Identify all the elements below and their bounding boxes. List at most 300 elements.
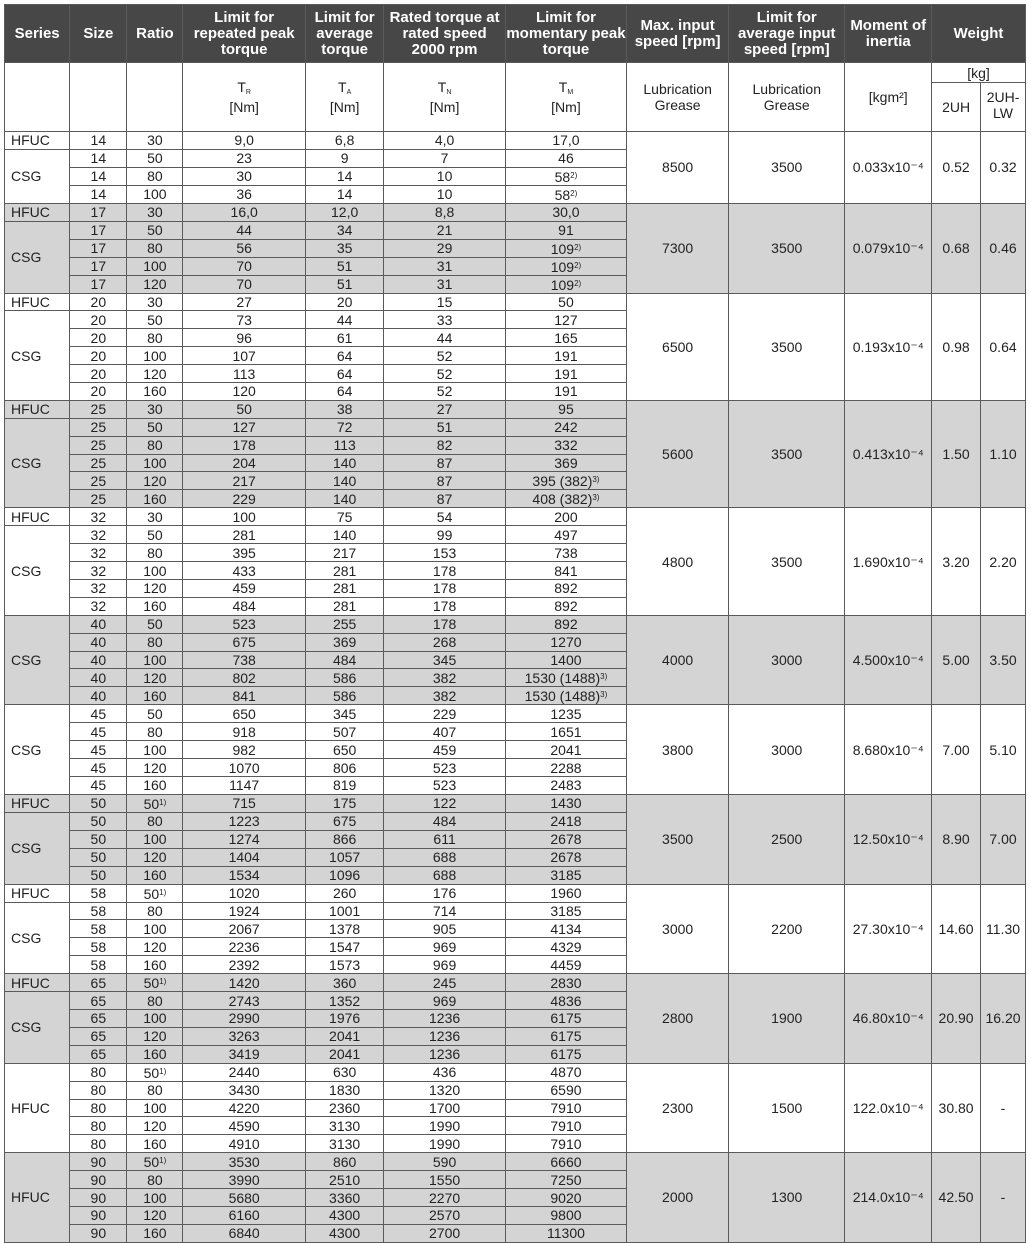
cell-rated-torque: 87 bbox=[384, 490, 505, 508]
cell-rated-torque: 268 bbox=[384, 633, 505, 651]
unit-nm: [Nm] bbox=[429, 98, 460, 115]
units-weight bbox=[932, 63, 1026, 132]
cell-max-input-speed: 3800 bbox=[627, 705, 729, 794]
ratio-value: 120 bbox=[143, 276, 167, 293]
ratio-value: 100 bbox=[143, 347, 167, 364]
cell-repeated-peak-torque: 2440 bbox=[183, 1063, 305, 1081]
ratio-value: 100 bbox=[143, 1010, 167, 1027]
momentary-value: 4459 bbox=[550, 956, 582, 973]
cell-ratio bbox=[127, 293, 183, 311]
units-ta bbox=[305, 63, 384, 132]
cell-momentary-peak-torque bbox=[505, 490, 626, 508]
momentary-value: 2288 bbox=[550, 759, 582, 776]
cell-size: 45 bbox=[70, 777, 127, 795]
ratio-value: 160 bbox=[143, 867, 167, 884]
cell-size: 20 bbox=[70, 293, 127, 311]
cell-rated-torque: 688 bbox=[384, 848, 505, 866]
cell-weight-2uh: 0.98 bbox=[932, 293, 981, 400]
cell-repeated-peak-torque: 3530 bbox=[183, 1153, 305, 1171]
cell-repeated-peak-torque: 27 bbox=[183, 293, 305, 311]
cell-average-torque: 281 bbox=[305, 597, 384, 615]
cell-size: 40 bbox=[70, 615, 127, 633]
cell-rated-torque: 969 bbox=[384, 956, 505, 974]
momentary-value: 91 bbox=[558, 222, 574, 239]
cell-repeated-peak-torque: 523 bbox=[183, 615, 305, 633]
cell-repeated-peak-torque: 2236 bbox=[183, 938, 305, 956]
table-row bbox=[5, 1153, 1026, 1171]
momentary-value: 17,0 bbox=[552, 132, 580, 149]
cell-size: 58 bbox=[70, 884, 127, 902]
cell-repeated-peak-torque: 1274 bbox=[183, 830, 305, 848]
cell-weight-2uh: 1.50 bbox=[932, 400, 981, 508]
cell-size: 17 bbox=[70, 275, 127, 293]
cell-ratio bbox=[127, 580, 183, 598]
momentary-value: 332 bbox=[554, 437, 578, 454]
header-series: Series bbox=[5, 5, 70, 63]
cell-ratio bbox=[127, 400, 183, 418]
cell-average-input-speed: 3500 bbox=[729, 400, 845, 508]
cell-size: 65 bbox=[70, 992, 127, 1010]
cell-repeated-peak-torque: 3419 bbox=[183, 1045, 305, 1063]
unit-nm: [Nm] bbox=[329, 98, 360, 115]
cell-repeated-peak-torque: 6840 bbox=[183, 1224, 305, 1242]
cell-ratio bbox=[127, 1045, 183, 1063]
cell-rated-torque: 1236 bbox=[384, 1027, 505, 1045]
momentary-value: 7910 bbox=[550, 1099, 582, 1116]
cell-ratio bbox=[127, 544, 183, 562]
cell-momentary-peak-torque bbox=[505, 848, 626, 866]
cell-series: CSG bbox=[5, 705, 70, 794]
cell-repeated-peak-torque: 2392 bbox=[183, 956, 305, 974]
momentary-value: 6175 bbox=[550, 1010, 582, 1027]
cell-rated-torque: 178 bbox=[384, 597, 505, 615]
momentary-value: 3185 bbox=[550, 867, 582, 884]
cell-ratio bbox=[127, 956, 183, 974]
cell-momentary-peak-torque bbox=[505, 920, 626, 938]
cell-momentary-peak-torque bbox=[505, 741, 626, 759]
cell-average-torque: 140 bbox=[305, 490, 384, 508]
cell-moment-of-inertia: 0.413x10⁻⁴ bbox=[845, 400, 932, 508]
table-row bbox=[5, 705, 1026, 723]
cell-max-input-speed: 6500 bbox=[627, 293, 729, 400]
cell-rated-torque: 407 bbox=[384, 723, 505, 741]
cell-rated-torque: 1990 bbox=[384, 1117, 505, 1135]
cell-average-torque: 2360 bbox=[305, 1099, 384, 1117]
ratio-value: 30 bbox=[147, 508, 163, 525]
cell-rated-torque: 87 bbox=[384, 454, 505, 472]
cell-repeated-peak-torque: 1534 bbox=[183, 866, 305, 884]
cell-size: 50 bbox=[70, 794, 127, 812]
cell-size: 32 bbox=[70, 562, 127, 580]
cell-average-input-speed: 3500 bbox=[729, 132, 845, 204]
momentary-value: 395 (382) bbox=[532, 473, 593, 490]
ratio-value: 120 bbox=[143, 1117, 167, 1134]
cell-rated-torque: 523 bbox=[384, 759, 505, 777]
cell-repeated-peak-torque: 44 bbox=[183, 221, 305, 239]
cell-rated-torque: 382 bbox=[384, 687, 505, 705]
ratio-value: 100 bbox=[143, 741, 167, 758]
cell-rated-torque: 52 bbox=[384, 365, 505, 383]
momentary-value: 242 bbox=[554, 419, 578, 436]
cell-size: 20 bbox=[70, 383, 127, 401]
cell-moment-of-inertia: 214.0x10⁻⁴ bbox=[845, 1153, 932, 1243]
cell-repeated-peak-torque: 281 bbox=[183, 526, 305, 544]
footnote-marker: 1) bbox=[159, 797, 167, 807]
cell-ratio bbox=[127, 347, 183, 365]
cell-weight-2uh-lw: 0.64 bbox=[981, 293, 1026, 400]
cell-ratio bbox=[127, 275, 183, 293]
cell-momentary-peak-torque bbox=[505, 526, 626, 544]
cell-moment-of-inertia: 12.50x10⁻⁴ bbox=[845, 794, 932, 884]
momentary-value: 892 bbox=[554, 598, 578, 615]
cell-average-torque: 586 bbox=[305, 669, 384, 687]
ratio-value: 80 bbox=[147, 1171, 163, 1188]
header-average-input-speed: Limit for average input speed [rpm] bbox=[729, 5, 845, 63]
cell-rated-torque: 27 bbox=[384, 400, 505, 418]
cell-average-torque: 1057 bbox=[305, 848, 384, 866]
cell-repeated-peak-torque: 16,0 bbox=[183, 203, 305, 221]
cell-repeated-peak-torque: 841 bbox=[183, 687, 305, 705]
cell-max-input-speed: 2800 bbox=[627, 974, 729, 1064]
cell-momentary-peak-torque bbox=[505, 974, 626, 992]
cell-ratio bbox=[127, 920, 183, 938]
cell-ratio bbox=[127, 830, 183, 848]
cell-repeated-peak-torque: 650 bbox=[183, 705, 305, 723]
cell-repeated-peak-torque: 982 bbox=[183, 741, 305, 759]
cell-max-input-speed: 4000 bbox=[627, 615, 729, 705]
cell-rated-torque: 459 bbox=[384, 741, 505, 759]
momentary-value: 1270 bbox=[550, 634, 582, 651]
units-inertia: [kgm²] bbox=[845, 63, 932, 132]
cell-rated-torque: 523 bbox=[384, 777, 505, 795]
cell-rated-torque: 484 bbox=[384, 812, 505, 830]
cell-average-input-speed: 3000 bbox=[729, 615, 845, 705]
cell-ratio bbox=[127, 992, 183, 1010]
ratio-value: 80 bbox=[147, 437, 163, 454]
cell-ratio bbox=[127, 418, 183, 436]
cell-rated-torque: 10 bbox=[384, 185, 505, 203]
cell-average-input-speed: 2500 bbox=[729, 794, 845, 884]
cell-momentary-peak-torque bbox=[505, 221, 626, 239]
cell-repeated-peak-torque: 715 bbox=[183, 794, 305, 812]
cell-ratio bbox=[127, 1117, 183, 1135]
cell-ratio bbox=[127, 1171, 183, 1189]
ratio-value: 50 bbox=[147, 526, 163, 543]
momentary-value: 1530 (1488) bbox=[524, 670, 601, 687]
cell-weight-2uh-lw: - bbox=[981, 1153, 1026, 1243]
cell-max-input-speed: 4800 bbox=[627, 508, 729, 615]
momentary-value: 165 bbox=[554, 329, 578, 346]
header-max-input-speed: Max. input speed [rpm] bbox=[627, 5, 729, 63]
cell-average-torque: 1352 bbox=[305, 992, 384, 1010]
cell-momentary-peak-torque bbox=[505, 1135, 626, 1153]
cell-repeated-peak-torque: 113 bbox=[183, 365, 305, 383]
cell-average-torque: 20 bbox=[305, 293, 384, 311]
cell-average-torque: 140 bbox=[305, 526, 384, 544]
cell-series: HFUC bbox=[5, 132, 70, 150]
momentary-value: 2830 bbox=[550, 974, 582, 991]
cell-repeated-peak-torque: 23 bbox=[183, 149, 305, 167]
cell-repeated-peak-torque: 918 bbox=[183, 723, 305, 741]
cell-size: 32 bbox=[70, 508, 127, 526]
cell-rated-torque: 44 bbox=[384, 329, 505, 347]
cell-series: HFUC bbox=[5, 508, 70, 526]
header-moment-of-inertia: Moment of inertia bbox=[845, 5, 932, 63]
cell-repeated-peak-torque: 4220 bbox=[183, 1099, 305, 1117]
cell-size: 65 bbox=[70, 974, 127, 992]
units-tr bbox=[183, 63, 305, 132]
momentary-value: 408 (382) bbox=[532, 491, 593, 508]
cell-ratio bbox=[127, 687, 183, 705]
cell-rated-torque: 969 bbox=[384, 938, 505, 956]
cell-ratio bbox=[127, 239, 183, 257]
cell-size: 90 bbox=[70, 1224, 127, 1242]
cell-moment-of-inertia: 122.0x10⁻⁴ bbox=[845, 1063, 932, 1153]
cell-average-torque: 3360 bbox=[305, 1189, 384, 1207]
cell-weight-2uh: 0.52 bbox=[932, 132, 981, 204]
cell-average-torque: 369 bbox=[305, 633, 384, 651]
ratio-value: 80 bbox=[147, 902, 163, 919]
cell-momentary-peak-torque bbox=[505, 1027, 626, 1045]
cell-average-torque: 630 bbox=[305, 1063, 384, 1081]
cell-rated-torque: 31 bbox=[384, 275, 505, 293]
cell-repeated-peak-torque: 70 bbox=[183, 275, 305, 293]
cell-rated-torque: 52 bbox=[384, 347, 505, 365]
cell-average-torque: 75 bbox=[305, 508, 384, 526]
cell-average-input-speed: 3500 bbox=[729, 293, 845, 400]
momentary-value: 1430 bbox=[550, 795, 582, 812]
momentary-value: 9800 bbox=[550, 1207, 582, 1224]
cell-average-torque: 2041 bbox=[305, 1027, 384, 1045]
cell-ratio bbox=[127, 938, 183, 956]
cell-size: 50 bbox=[70, 830, 127, 848]
header-average-torque: Limit for average torque bbox=[305, 5, 384, 63]
cell-ratio bbox=[127, 185, 183, 203]
ratio-value: 160 bbox=[143, 1046, 167, 1063]
momentary-value: 109 bbox=[550, 276, 575, 293]
momentary-value: 191 bbox=[554, 383, 578, 400]
cell-ratio bbox=[127, 526, 183, 544]
ratio-value: 80 bbox=[147, 813, 163, 830]
cell-momentary-peak-torque bbox=[505, 293, 626, 311]
momentary-value: 191 bbox=[554, 347, 578, 364]
momentary-value: 1651 bbox=[550, 723, 582, 740]
cell-ratio bbox=[127, 311, 183, 329]
momentary-value: 4134 bbox=[550, 920, 582, 937]
ratio-value: 80 bbox=[147, 1082, 163, 1099]
cell-rated-torque: 688 bbox=[384, 866, 505, 884]
cell-rated-torque: 122 bbox=[384, 794, 505, 812]
cell-momentary-peak-torque bbox=[505, 1224, 626, 1242]
cell-repeated-peak-torque: 6160 bbox=[183, 1206, 305, 1224]
units-avg-speed-lubrication bbox=[729, 63, 845, 132]
cell-size: 40 bbox=[70, 651, 127, 669]
cell-average-torque: 650 bbox=[305, 741, 384, 759]
cell-momentary-peak-torque bbox=[505, 418, 626, 436]
cell-average-torque: 1547 bbox=[305, 938, 384, 956]
cell-rated-torque: 54 bbox=[384, 508, 505, 526]
cell-average-torque: 64 bbox=[305, 347, 384, 365]
cell-average-torque: 1001 bbox=[305, 902, 384, 920]
ratio-value: 100 bbox=[143, 1189, 167, 1206]
cell-size: 40 bbox=[70, 687, 127, 705]
cell-repeated-peak-torque: 1420 bbox=[183, 974, 305, 992]
weight-unit-kg: [kg] bbox=[932, 64, 1025, 83]
cell-momentary-peak-torque bbox=[505, 1153, 626, 1171]
cell-repeated-peak-torque: 1020 bbox=[183, 884, 305, 902]
cell-average-torque: 6,8 bbox=[305, 132, 384, 150]
footnote-marker: 2) bbox=[570, 188, 578, 198]
momentary-value: 200 bbox=[554, 508, 578, 525]
symbol-subscript: R bbox=[245, 88, 251, 96]
cell-size: 50 bbox=[70, 866, 127, 884]
cell-average-torque: 2510 bbox=[305, 1171, 384, 1189]
footnote-marker: 1) bbox=[159, 1066, 167, 1076]
momentary-value: 497 bbox=[554, 526, 578, 543]
momentary-value: 369 bbox=[554, 455, 578, 472]
ratio-value: 50 bbox=[143, 885, 160, 902]
cell-average-torque: 64 bbox=[305, 365, 384, 383]
cell-repeated-peak-torque: 5680 bbox=[183, 1189, 305, 1207]
ratio-value: 30 bbox=[147, 401, 163, 418]
cell-size: 40 bbox=[70, 633, 127, 651]
cell-ratio bbox=[127, 974, 183, 992]
momentary-value: 2041 bbox=[550, 741, 582, 758]
cell-series: CSG bbox=[5, 149, 70, 203]
header-ratio: Ratio bbox=[127, 5, 183, 63]
footnote-marker: 2) bbox=[574, 242, 582, 252]
cell-rated-torque: 176 bbox=[384, 884, 505, 902]
cell-average-torque: 484 bbox=[305, 651, 384, 669]
header-repeated-peak-torque: Limit for repeated peak torque bbox=[183, 5, 305, 63]
cell-max-input-speed: 7300 bbox=[627, 203, 729, 293]
cell-ratio bbox=[127, 1153, 183, 1171]
header-rated-torque: Rated torque at rated speed 2000 rpm bbox=[384, 5, 505, 63]
cell-repeated-peak-torque: 9,0 bbox=[183, 132, 305, 150]
cell-momentary-peak-torque bbox=[505, 149, 626, 167]
cell-size: 14 bbox=[70, 185, 127, 203]
footnote-marker: 3) bbox=[592, 493, 600, 503]
ratio-value: 100 bbox=[143, 1099, 167, 1116]
cell-rated-torque: 178 bbox=[384, 580, 505, 598]
ratio-value: 120 bbox=[143, 1028, 167, 1045]
cell-ratio bbox=[127, 1224, 183, 1242]
cell-size: 45 bbox=[70, 723, 127, 741]
cell-momentary-peak-torque bbox=[505, 329, 626, 347]
cell-ratio bbox=[127, 203, 183, 221]
cell-average-torque: 360 bbox=[305, 974, 384, 992]
cell-moment-of-inertia: 46.80x10⁻⁴ bbox=[845, 974, 932, 1064]
cell-ratio bbox=[127, 1063, 183, 1081]
cell-ratio bbox=[127, 884, 183, 902]
units-size-empty bbox=[70, 63, 127, 132]
cell-momentary-peak-torque bbox=[505, 902, 626, 920]
ratio-value: 160 bbox=[143, 956, 167, 973]
cell-rated-torque: 31 bbox=[384, 257, 505, 275]
cell-average-torque: 4300 bbox=[305, 1224, 384, 1242]
cell-size: 58 bbox=[70, 902, 127, 920]
cell-ratio bbox=[127, 669, 183, 687]
cell-series: HFUC bbox=[5, 203, 70, 221]
cell-ratio bbox=[127, 472, 183, 490]
cell-momentary-peak-torque bbox=[505, 1081, 626, 1099]
cell-weight-2uh-lw: 16.20 bbox=[981, 974, 1026, 1064]
cell-rated-torque: 1550 bbox=[384, 1171, 505, 1189]
cell-momentary-peak-torque bbox=[505, 436, 626, 454]
cell-weight-2uh-lw: 2.20 bbox=[981, 508, 1026, 615]
cell-size: 20 bbox=[70, 365, 127, 383]
cell-momentary-peak-torque bbox=[505, 562, 626, 580]
cell-ratio bbox=[127, 490, 183, 508]
cell-repeated-peak-torque: 73 bbox=[183, 311, 305, 329]
cell-rated-torque: 1320 bbox=[384, 1081, 505, 1099]
cell-momentary-peak-torque bbox=[505, 633, 626, 651]
cell-repeated-peak-torque: 3263 bbox=[183, 1027, 305, 1045]
momentary-value: 892 bbox=[554, 616, 578, 633]
cell-average-torque: 4300 bbox=[305, 1206, 384, 1224]
cell-ratio bbox=[127, 508, 183, 526]
cell-repeated-peak-torque: 50 bbox=[183, 400, 305, 418]
cell-series: HFUC bbox=[5, 1063, 70, 1153]
cell-momentary-peak-torque bbox=[505, 705, 626, 723]
ratio-value: 80 bbox=[147, 329, 163, 346]
cell-momentary-peak-torque bbox=[505, 1117, 626, 1135]
cell-momentary-peak-torque bbox=[505, 615, 626, 633]
footnote-marker: 2) bbox=[574, 260, 582, 270]
cell-ratio bbox=[127, 1135, 183, 1153]
cell-momentary-peak-torque bbox=[505, 992, 626, 1010]
cell-moment-of-inertia: 0.033x10⁻⁴ bbox=[845, 132, 932, 204]
cell-repeated-peak-torque: 127 bbox=[183, 418, 305, 436]
cell-momentary-peak-torque bbox=[505, 580, 626, 598]
cell-average-torque: 3130 bbox=[305, 1117, 384, 1135]
cell-ratio bbox=[127, 436, 183, 454]
lubrication-label: Lubrication bbox=[643, 81, 712, 97]
cell-repeated-peak-torque: 2990 bbox=[183, 1009, 305, 1027]
cell-average-input-speed: 3500 bbox=[729, 508, 845, 615]
symbol-subscript: N bbox=[446, 88, 452, 96]
cell-rated-torque: 10 bbox=[384, 167, 505, 185]
cell-average-torque: 34 bbox=[305, 221, 384, 239]
cell-size: 25 bbox=[70, 400, 127, 418]
units-tn bbox=[384, 63, 505, 132]
momentary-value: 46 bbox=[558, 150, 574, 167]
cell-repeated-peak-torque: 802 bbox=[183, 669, 305, 687]
cell-size: 14 bbox=[70, 149, 127, 167]
cell-rated-torque: 1700 bbox=[384, 1099, 505, 1117]
cell-weight-2uh-lw: 1.10 bbox=[981, 400, 1026, 508]
momentary-value: 6175 bbox=[550, 1046, 582, 1063]
cell-size: 65 bbox=[70, 1045, 127, 1063]
cell-repeated-peak-torque: 484 bbox=[183, 597, 305, 615]
cell-repeated-peak-torque: 3990 bbox=[183, 1171, 305, 1189]
ratio-value: 160 bbox=[143, 383, 167, 400]
cell-size: 25 bbox=[70, 436, 127, 454]
cell-ratio bbox=[127, 454, 183, 472]
cell-momentary-peak-torque bbox=[505, 1189, 626, 1207]
cell-momentary-peak-torque bbox=[505, 365, 626, 383]
cell-max-input-speed: 3500 bbox=[627, 794, 729, 884]
cell-rated-torque: 15 bbox=[384, 293, 505, 311]
cell-ratio bbox=[127, 794, 183, 812]
cell-ratio bbox=[127, 329, 183, 347]
cell-ratio bbox=[127, 723, 183, 741]
momentary-value: 1530 (1488) bbox=[524, 688, 601, 705]
footnote-marker: 1) bbox=[159, 887, 167, 897]
cell-size: 17 bbox=[70, 221, 127, 239]
cell-momentary-peak-torque bbox=[505, 1045, 626, 1063]
cell-size: 25 bbox=[70, 490, 127, 508]
